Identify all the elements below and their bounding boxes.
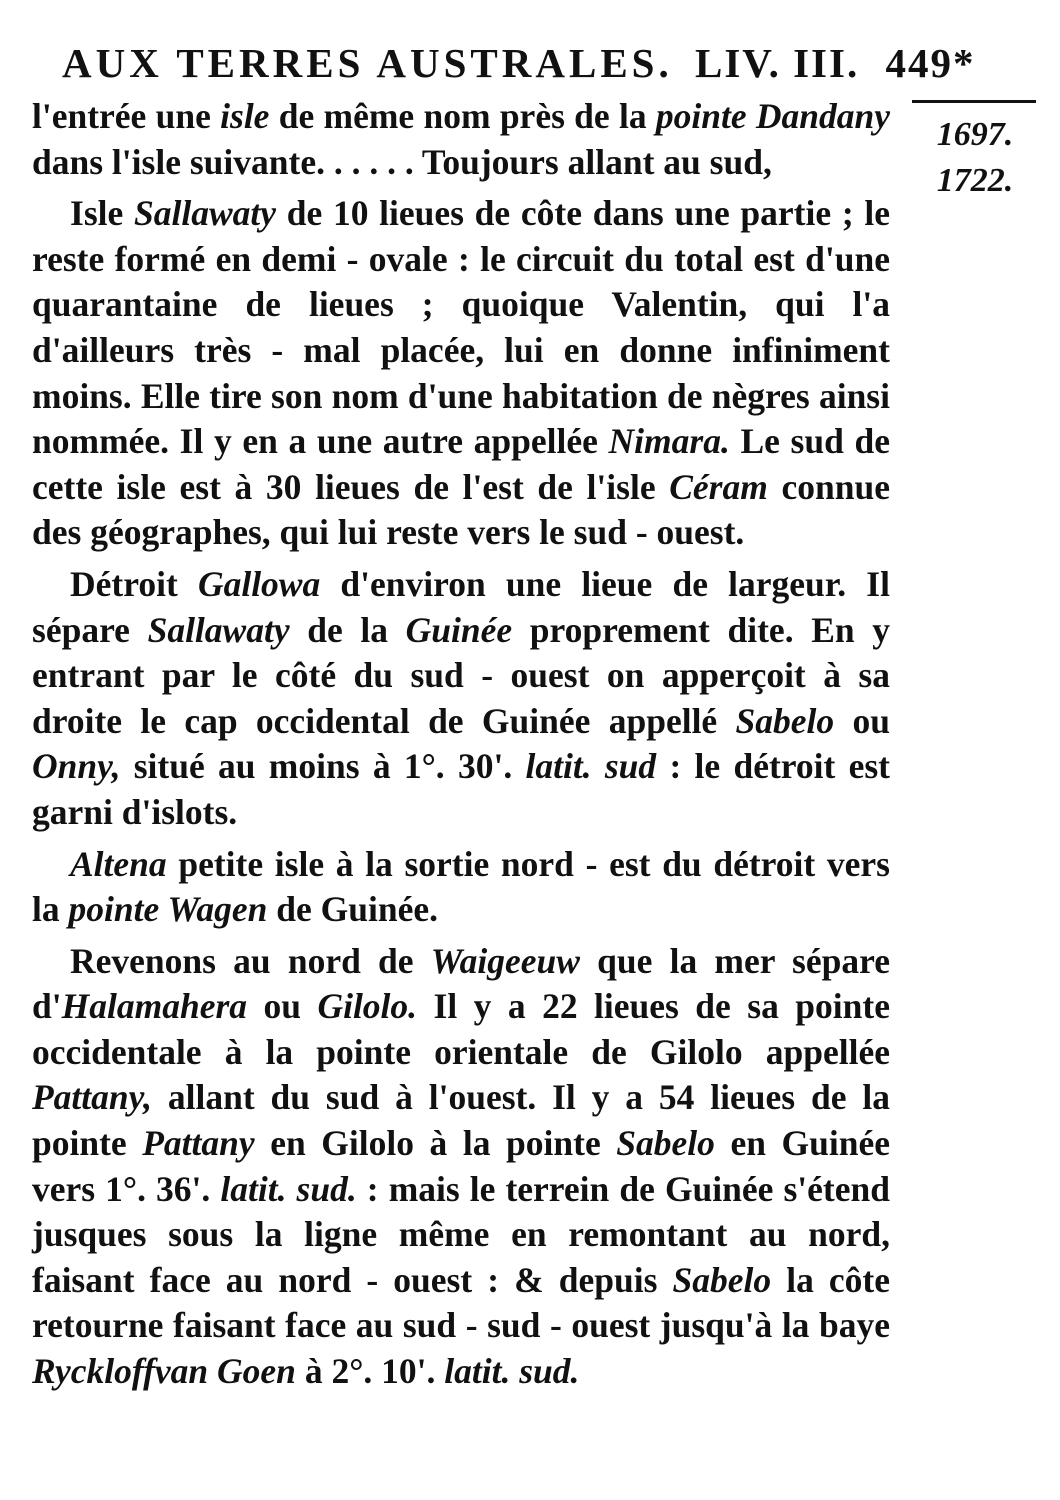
paragraph-5 [32, 939, 890, 1395]
paragraph-4 [32, 842, 890, 933]
text-run: de 10 lieues de côte dans une partie ; le reste formé en demi - ovale : le circuit du total est d'une quarantaine de lieues ; quoique Valentin, qui l'a d'ailleurs très - mal placée, lui en donne infiniment moins. Elle tire son nom d'une habitation de nègres ainsi nommée. Il y en a une autre appellée [32, 193, 890, 462]
italic-text: pointe Wagen [68, 889, 268, 930]
body-text [32, 94, 890, 1395]
margin-note-years [910, 112, 1040, 204]
margin-year-start: 1697. [936, 116, 1014, 153]
italic-text: Pattany, [32, 1077, 152, 1118]
italic-text: Altena [70, 843, 167, 884]
italic-text: Waigeeuw [430, 940, 580, 981]
text-run: ou [834, 700, 890, 741]
text-run: Isle [70, 193, 134, 234]
italic-text: isle [220, 96, 270, 136]
paragraph-2 [32, 191, 890, 556]
paragraph-1 [32, 94, 890, 185]
italic-text: Pattany [142, 1123, 255, 1164]
italic-text: Halamahera [61, 986, 248, 1027]
italic-text: Nimara. [608, 421, 730, 462]
italic-text: pointe Dandany [655, 96, 891, 136]
italic-text: Céram [669, 466, 768, 507]
text-run: en Guinée vers 1°. 36'. [32, 1123, 891, 1209]
italic-text: latit. sud. [444, 1351, 580, 1392]
text-run: : le détroit est garni d'islots. [32, 746, 890, 832]
text-run: que la mer sépare d' [32, 940, 890, 1027]
text-run: proprement dite. En y entrant par le côté du sud - ouest on apperçoit à sa droite le cap occidental de Guinée appellé [32, 609, 890, 741]
italic-text: Sabelo [735, 700, 835, 741]
italic-text: Ryckloffvan Goen [32, 1351, 296, 1392]
running-head-title: AUX TERRES AUSTRALES. [62, 40, 673, 86]
italic-text: Sabelo [616, 1123, 715, 1164]
text-run: situé au moins à 1°. 30'. [120, 746, 526, 787]
italic-text: Sallawaty [147, 609, 290, 650]
italic-text: Gilolo. [317, 986, 418, 1027]
text-run: l'entrée une [32, 96, 221, 136]
text-run: petite isle à la sortie nord - est du détroit vers la [32, 843, 890, 930]
text-run: de Guinée. [267, 889, 438, 930]
text-run: allant du sud à l'ouest. Il y a 54 lieues de la pointe [32, 1077, 890, 1164]
text-run: : mais le terrein de Guinée s'étend jusques sous la ligne même en remontant au nord, faisant face au nord - ouest : & depuis [32, 1168, 890, 1300]
text-run: Revenons au nord de [70, 940, 431, 981]
text-run: à 2°. 10'. [295, 1351, 445, 1392]
text-run: de même nom près de la [269, 96, 656, 136]
text-run: la côte retourne faisant face au sud - sud - ouest jusqu'à la baye [32, 1259, 890, 1346]
margin-rule [912, 100, 1036, 103]
text-run: Le sud de cette isle est à 30 lieues de l'est de l'isle [32, 421, 890, 507]
paragraph-3 [32, 562, 890, 836]
italic-text: latit. sud. [220, 1168, 357, 1209]
italic-text: Onny, [32, 746, 121, 787]
italic-text: latit. sud [525, 746, 657, 787]
italic-text: Gallowa [197, 563, 321, 604]
text-run: dans l'isle suivante. . . . . . Toujours allant au sud, [32, 141, 772, 182]
italic-text: Guinée [405, 609, 513, 650]
italic-text: Sallawaty [133, 193, 276, 234]
text-run: en Gilolo à la pointe [254, 1123, 617, 1164]
text-run: Détroit [70, 563, 198, 604]
text-run: d'environ une lieue de largeur. Il sépare [32, 563, 890, 650]
text-run: de la [289, 609, 406, 650]
page-number: 449* [885, 40, 976, 86]
italic-text: Sabelo [672, 1259, 772, 1300]
margin-year-end: 1722. [936, 162, 1014, 199]
text-run: Il y a 22 lieues de sa pointe occidentale à la pointe orientale de Gilolo appellée [32, 986, 890, 1072]
text-run: connue des géographes, qui lui reste vers le sud - ouest. [32, 466, 890, 553]
running-head-book: LIV. III. [694, 40, 860, 86]
running-head [62, 34, 976, 92]
text-run: ou [247, 986, 318, 1027]
